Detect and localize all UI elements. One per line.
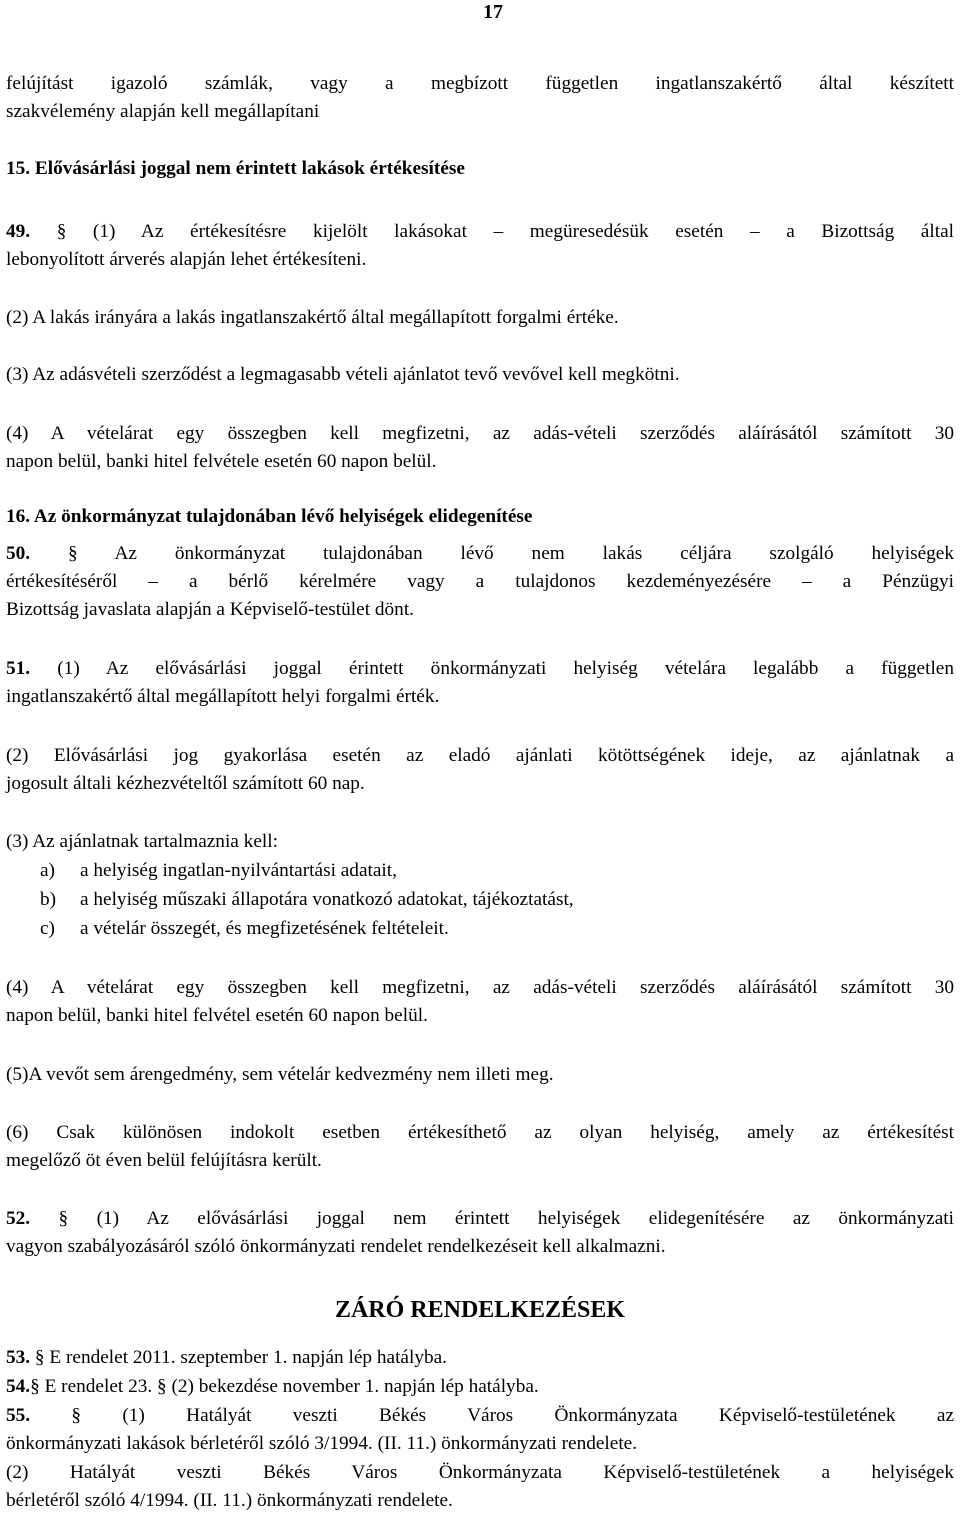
section-number: 52. xyxy=(6,1208,31,1229)
text-segment: (1) Az elővásárlási joggal érintett önkormányzati helyiség vételára legalább a független xyxy=(30,658,954,679)
text-segment: (4) A vételárat egy összegben kell megfizetni, az adás-vételi szerződés aláírásától számított 30 xyxy=(6,977,954,998)
list-item-text-a: a helyiség ingatlan-nyilvántartási adatait, xyxy=(80,860,397,881)
text-segment: vagyon szabályozásáról szóló önkormányzati rendelet rendelkezéseit kell alkalmazni. xyxy=(6,1236,666,1257)
text-line-l18 xyxy=(6,831,278,853)
section-number: 15. Elővásárlási joggal nem érintett lakások értékesítése xyxy=(6,158,465,179)
list-item-label-b: b) xyxy=(40,889,57,910)
text-line-l35 xyxy=(6,1490,453,1512)
text-segment: napon belül, banki hitel felvétel esetén 60 napon belül. xyxy=(6,1005,428,1026)
text-line-l11 xyxy=(6,543,954,565)
text-segment: (2) Hatályát veszti Békés Város Önkormányzata Képviselő-testületének a helyiségek xyxy=(6,1462,954,1483)
text-segment: § (1) Az elővásárlási joggal nem érintett helyiségek elidegenítésére az önkormányzati xyxy=(30,1208,954,1229)
text-line-l05 xyxy=(6,249,366,271)
text-line-l31 xyxy=(6,1376,539,1398)
text-line-l13 xyxy=(6,599,414,621)
text-segment: § (1) Hatályát veszti Békés Város Önkormányzata Képviselő-testületének az xyxy=(30,1405,954,1426)
text-segment: § Az önkormányzat tulajdonában lévő nem lakás céljára szolgáló helyiségek xyxy=(30,543,954,564)
text-segment: § E rendelet 2011. szeptember 1. napján lép hatályba. xyxy=(30,1347,448,1368)
page-number: 17 xyxy=(483,1,503,23)
text-line-l06 xyxy=(6,307,619,329)
closing-provisions-heading: ZÁRÓ RENDELKEZÉSEK xyxy=(334,1297,626,1323)
text-segment: megelőző öt éven belül felújításra került. xyxy=(6,1150,322,1171)
section-number: 51. xyxy=(6,658,31,679)
text-line-l08 xyxy=(6,423,954,445)
text-segment: önkormányzati lakások bérletéről szóló 3/1994. (II. 11.) önkormányzati rendelete. xyxy=(6,1433,638,1454)
text-line-l15 xyxy=(6,686,439,708)
section-number: 16. Az önkormányzat tulajdonában lévő helyiségek elidegenítése xyxy=(6,506,533,527)
list-item-text-b: a helyiség műszaki állapotára vonatkozó adatokat, tájékoztatást, xyxy=(80,889,574,910)
section-number: 55. xyxy=(6,1405,31,1426)
text-segment: értékesítéséről – a bérlő kérelmére vagy a tulajdonos kezdeményezésére – a Pénzügyi xyxy=(6,571,954,592)
text-line-l32 xyxy=(6,1405,954,1427)
text-line-l01 xyxy=(6,73,954,95)
section-number: 50. xyxy=(6,543,31,564)
text-segment: Bizottság javaslata alapján a Képviselő-testület dönt. xyxy=(6,599,414,620)
text-segment: (6) Csak különösen indokolt esetben értékesíthető az olyan helyiség, amely az értékesítést xyxy=(6,1122,954,1143)
text-segment: lebonyolított árverés alapján lehet értékesíteni. xyxy=(6,249,367,270)
text-segment: (2) Elővásárlási jog gyakorlása esetén az eladó ajánlati kötöttségének ideje, az ajánlatnak a xyxy=(6,745,954,766)
text-line-l14 xyxy=(6,658,954,680)
text-line-l28 xyxy=(6,1208,954,1230)
text-line-l25 xyxy=(6,1064,554,1086)
text-line-l04 xyxy=(6,221,954,243)
text-line-l16 xyxy=(6,745,954,767)
text-line-l29 xyxy=(6,1236,666,1258)
text-line-l07 xyxy=(6,364,680,386)
text-segment: felújítást igazoló számlák, vagy a megbízott független ingatlanszakértő által készített xyxy=(6,73,954,94)
text-segment: § E rendelet 23. § (2) bekezdése november 1. napján lép hatályba. xyxy=(30,1376,539,1397)
list-item-label-c: c) xyxy=(40,918,55,939)
section-number: 53. xyxy=(6,1347,31,1368)
section-number: 49. xyxy=(6,221,31,242)
text-line-l03 xyxy=(6,158,465,180)
text-line-l12 xyxy=(6,571,954,593)
text-segment: (4) A vételárat egy összegben kell megfizetni, az adás-vételi szerződés aláírásától számított 30 xyxy=(6,423,954,444)
text-segment: bérletéről szóló 4/1994. (II. 11.) önkormányzati rendelete. xyxy=(6,1490,453,1511)
text-segment: (2) A lakás irányára a lakás ingatlanszakértő által megállapított forgalmi értéke. xyxy=(6,307,619,328)
text-segment: jogosult általi kézhezvételtől számított 60 nap. xyxy=(6,773,365,794)
text-line-l26 xyxy=(6,1122,954,1144)
text-segment: § (1) Az értékesítésre kijelölt lakásokat – megüresedésük esetén – a Bizottság által xyxy=(30,221,954,242)
text-segment: szakvélemény alapján kell megállapítani xyxy=(6,101,320,122)
text-segment: ingatlanszakértő által megállapított helyi forgalmi érték. xyxy=(6,686,440,707)
text-segment: (5)A vevőt sem árengedmény, sem vételár kedvezmény nem illeti meg. xyxy=(6,1064,554,1085)
list-item-text-c: a vételár összegét, és megfizetésének feltételeit. xyxy=(80,918,449,939)
text-segment: napon belül, banki hitel felvétele esetén 60 napon belül. xyxy=(6,451,437,472)
text-line-l09 xyxy=(6,451,436,473)
text-line-l02 xyxy=(6,101,319,123)
text-line-l17 xyxy=(6,773,365,795)
text-line-l24 xyxy=(6,1005,428,1027)
list-item-label-a: a) xyxy=(40,860,55,881)
text-line-l33 xyxy=(6,1433,637,1455)
text-line-l30 xyxy=(6,1347,447,1369)
text-segment: (3) Az adásvételi szerződést a legmagasabb vételi ajánlatot tevő vevővel kell megkötni. xyxy=(6,364,680,385)
text-line-l34 xyxy=(6,1462,954,1484)
text-line-l10 xyxy=(6,506,532,528)
section-number: 54. xyxy=(6,1376,31,1397)
text-line-l27 xyxy=(6,1150,322,1172)
text-line-l23 xyxy=(6,977,954,999)
text-segment: (3) Az ajánlatnak tartalmaznia kell: xyxy=(6,831,278,852)
